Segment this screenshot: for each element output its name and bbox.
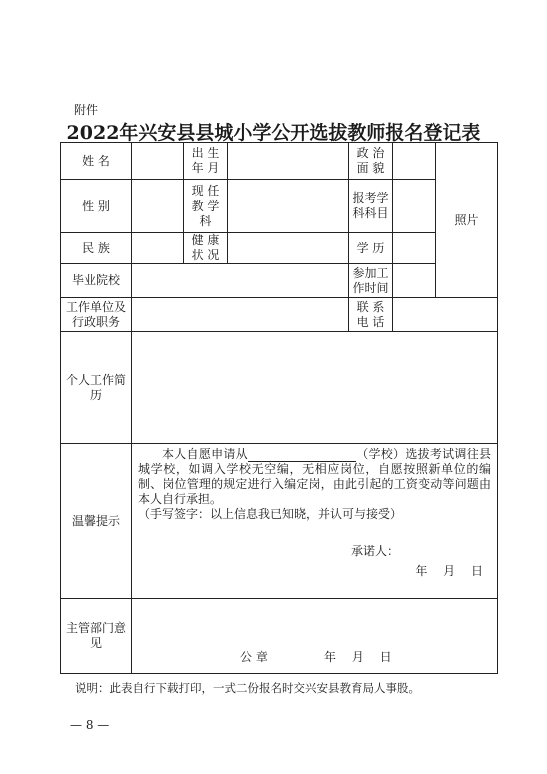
education-value[interactable] (393, 233, 436, 264)
reminder-label: 温馨提示 (61, 444, 132, 599)
health-value[interactable] (228, 233, 349, 264)
resume-label: 个人工作简历 (61, 332, 132, 444)
dept-opinion-cell[interactable] (132, 599, 498, 674)
declaration-part2: （学校）选拔考试调往县城学校，如调入学校无空编，无相应岗位，自愿按照新单位的编制、岗位管理的规定进行入编定岗，由此引起的工资变动等问题由本人自行承担。 (138, 447, 491, 506)
authority-date: 年 月 日 (324, 650, 392, 664)
name-value[interactable] (132, 143, 184, 180)
name-label: 姓 名 (61, 143, 132, 180)
phone-label: 联 系 电 话 (349, 298, 393, 332)
birth-label: 出 生 年 月 (184, 143, 228, 180)
page-number: — 8 — (70, 718, 110, 732)
gender-label: 性 别 (61, 180, 132, 233)
resume-value[interactable] (132, 332, 498, 444)
dept-opinion-label: 主管部门意见 (61, 599, 132, 674)
birth-value[interactable] (228, 143, 349, 180)
current-subject-value[interactable] (228, 180, 349, 233)
unit-position-label: 工作单位及行政职务 (61, 298, 132, 332)
unit-position-value[interactable] (132, 298, 349, 332)
political-value[interactable] (393, 143, 436, 180)
declaration-date: 年 月 日 (415, 564, 483, 578)
current-subject-label: 现 任 教 学 科 (184, 180, 228, 233)
political-label: 政 治 面 貌 (349, 143, 393, 180)
declaration-text (138, 447, 491, 507)
footnote: 说明：此表自行下载打印，一式二份报名时交兴安县教育局人事股。 (75, 681, 420, 695)
school-label: 毕业院校 (61, 264, 132, 298)
photo-cell: 照片 (436, 143, 498, 298)
declaration-cell (132, 444, 498, 599)
phone-value[interactable] (393, 298, 498, 332)
handwrite-note: （手写签字：以上信息我已知晓，并认可与接受） (138, 507, 403, 521)
declaration-part1: 本人自愿申请从 (162, 447, 248, 461)
official-seal-label: 公 章 (240, 650, 268, 664)
ethnicity-label: 民 族 (61, 233, 132, 264)
attachment-label: 附件 (74, 103, 99, 117)
health-label: 健 康 状 况 (184, 233, 228, 264)
education-label: 学 历 (349, 233, 393, 264)
form-title: 2022年兴安县县城小学公开选拔教师报名登记表 (66, 122, 481, 144)
apply-subject-label: 报考学科科目 (349, 180, 393, 233)
school-value[interactable] (132, 264, 349, 298)
signature-area (138, 522, 491, 580)
apply-subject-value[interactable] (393, 180, 436, 233)
gender-value[interactable] (132, 180, 184, 233)
registration-form-table (60, 142, 498, 674)
ethnicity-value[interactable] (132, 233, 184, 264)
work-start-value[interactable] (393, 264, 436, 298)
work-start-label: 参加工作时间 (349, 264, 393, 298)
promiser-label: 承诺人： (350, 544, 399, 558)
school-blank[interactable] (248, 449, 356, 462)
